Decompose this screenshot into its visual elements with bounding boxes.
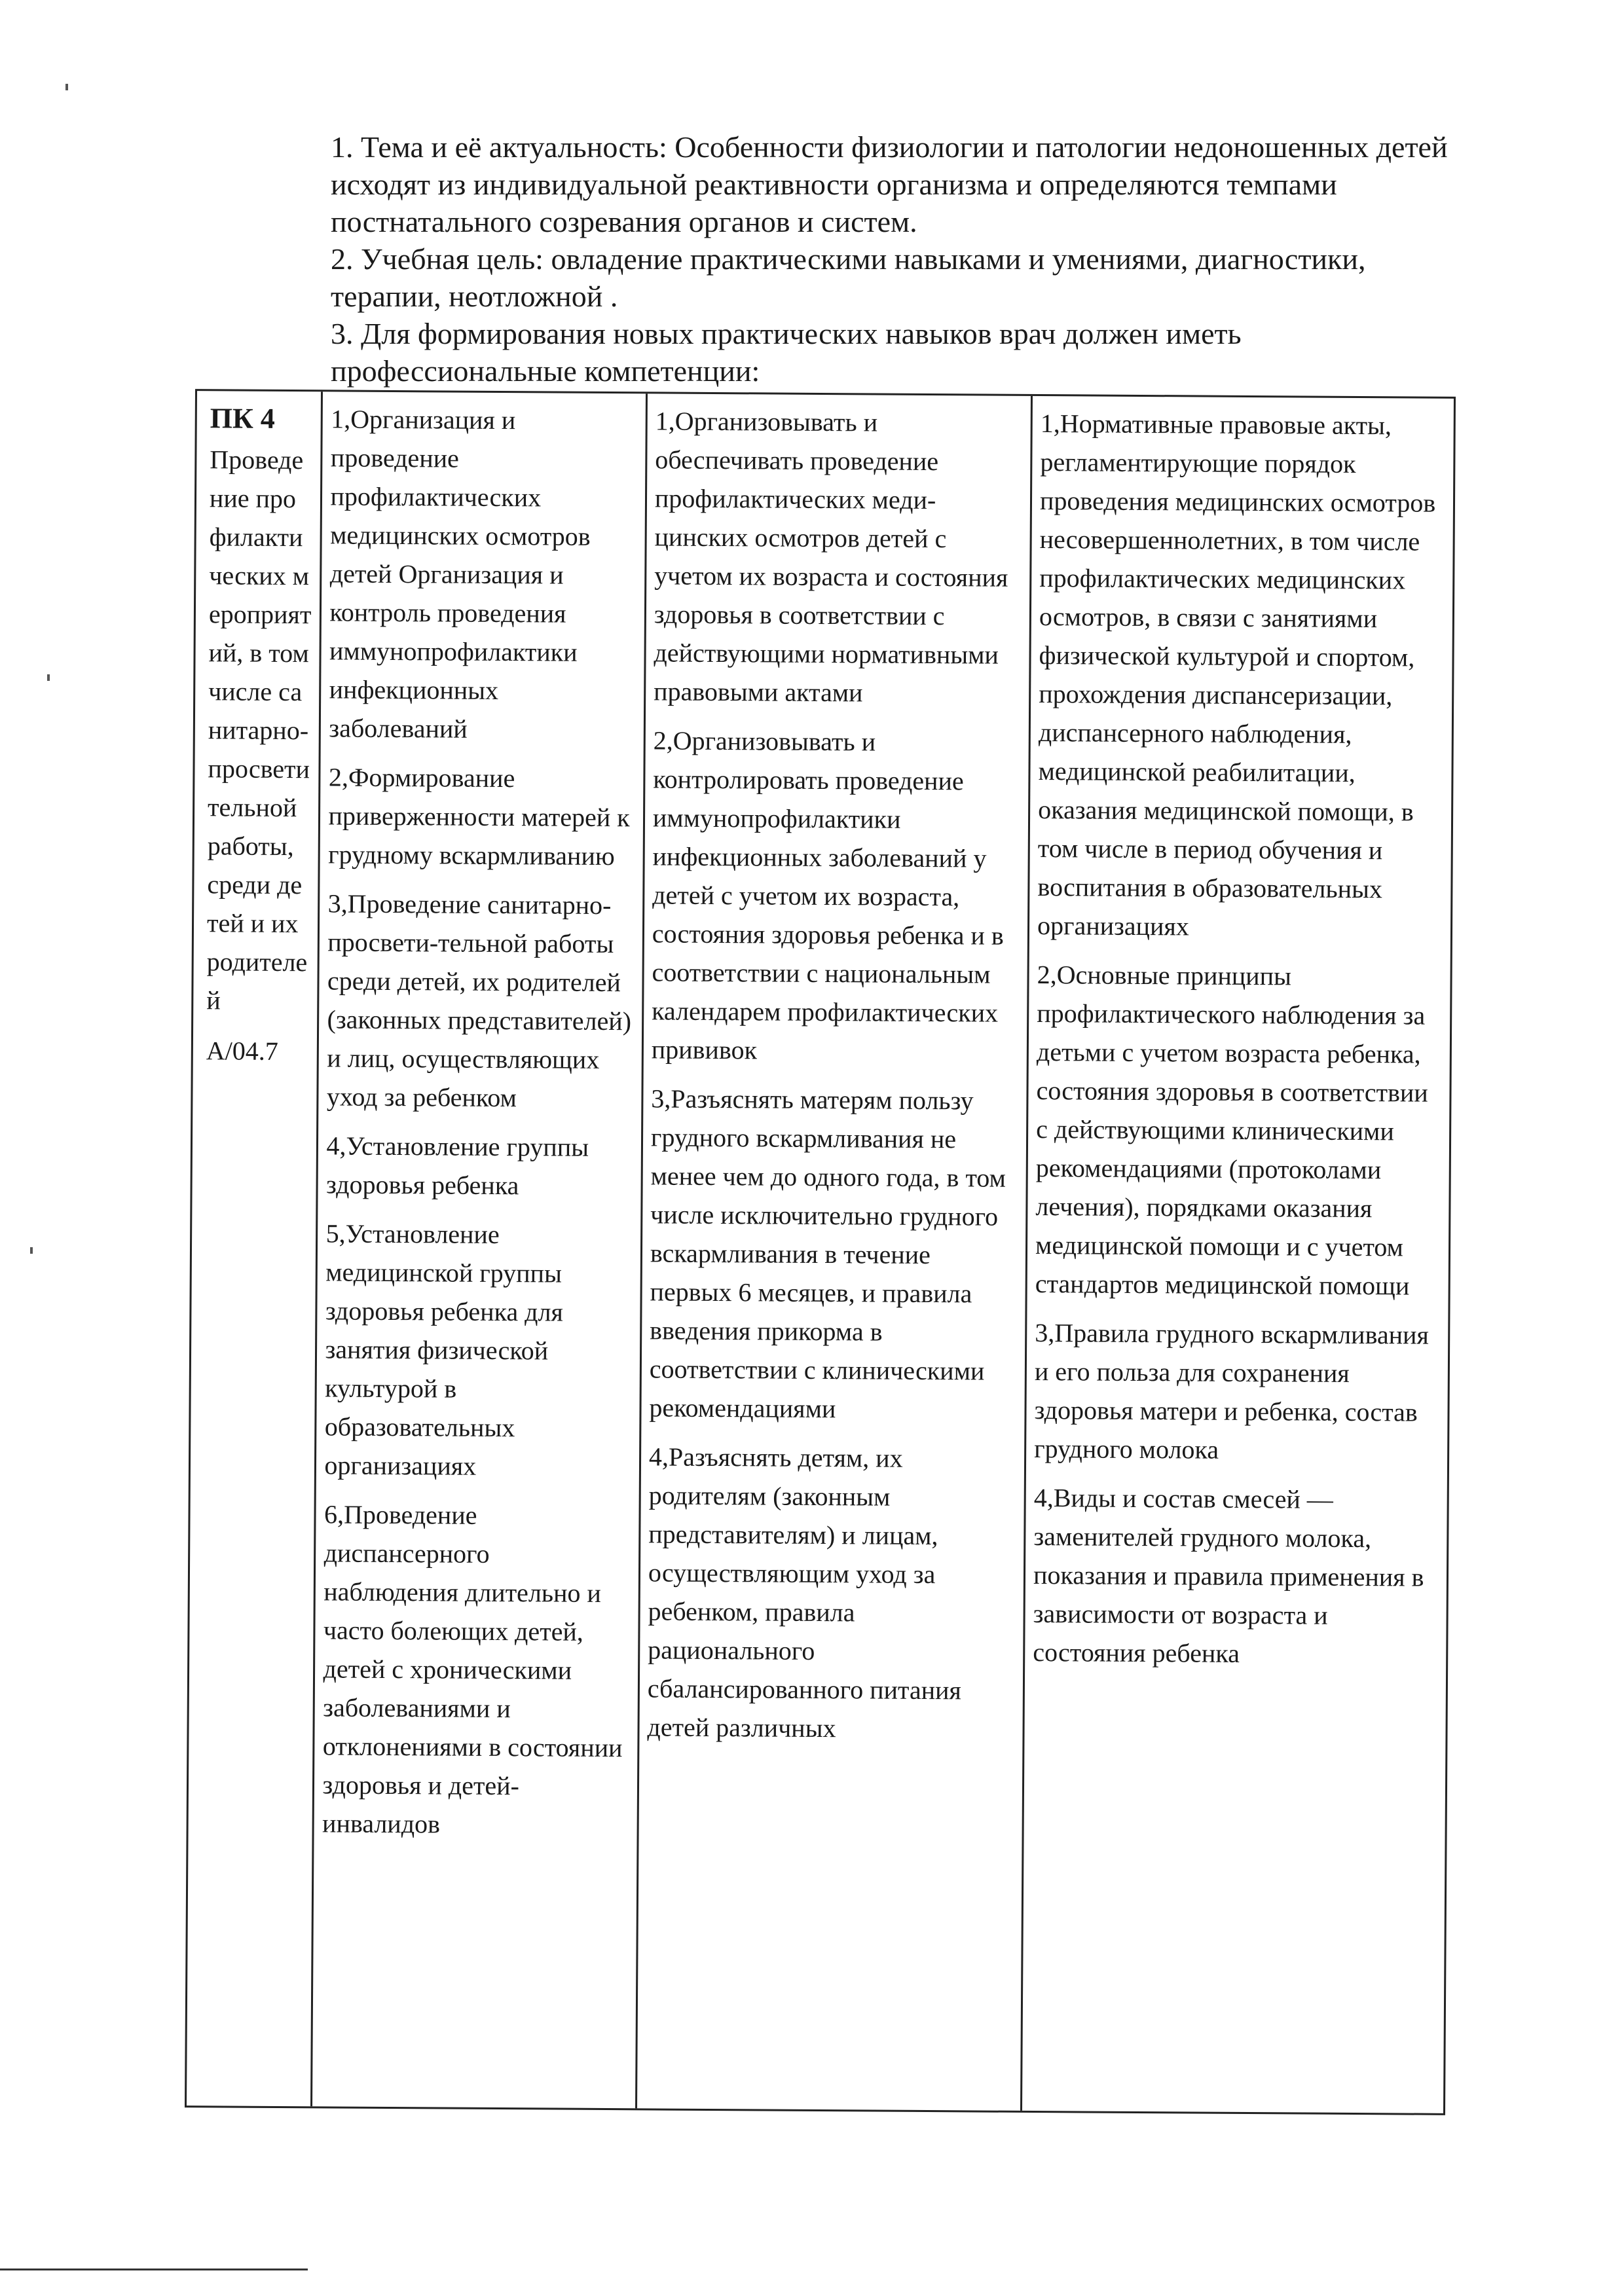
list-item: 1,Организовывать и обеспечивать проведение профилактических меди-цинских осмотров детей с учетом их возраста и состояния здоровья в соответствии с действующими нормативными правовыми актами	[654, 406, 1008, 708]
actions-column	[312, 392, 647, 2108]
competency-table	[185, 389, 1456, 2115]
competency-code-column	[187, 391, 323, 2106]
competency-function-code: A/04.7	[206, 1036, 278, 1066]
list-item: 5,Установление медицинской группы здоровья ребенка для занятия физической культурой в образовательных организациях	[324, 1218, 564, 1481]
list-item: 1,Нормативные правовые акты, регламентирующие порядок проведения медицинских осмотров несовершеннолетних, в том числе профилактических медицинских осмотров, в связи с занятиями физической культурой и спортом, прохождения диспансеризации, диспансерного наблюдения, медицинской реабилитации, оказания медицинской помощи, в том числе в период обучения и воспитания в образовательных организациях	[1037, 409, 1436, 941]
scan-speck	[65, 84, 68, 90]
list-item: 2,Основные принципы профилактического наблюдения за детьми с учетом возраста ребенка, состояния здоровья в соответствии с действующими клиническими рекомендациями (протоколами лечения), порядками оказания медицинской помощи и с учетом стандартов медицинской помощи	[1035, 960, 1428, 1301]
topic-paragraph: 1. Тема и её актуальность: Особенности физиологии и патологии недоношенных детей исходят из индивидуальной реактивности организма и определяются темпами постнатального созревания органов и систем.	[331, 130, 1448, 238]
list-item: 4,Разъяснять детям, их родителям (законным представителям) и лицам, осуществляющим уход за ребенком, правила рационального сбалансированного питания детей различных	[647, 1442, 962, 1743]
list-item: 3,Проведение санитарно-просвети-тельной работы среди детей, их родителей (законных представителей) и лиц, осуществляющих уход за ребенком	[326, 888, 632, 1113]
skills-column	[637, 393, 1033, 2111]
list-item: 3,Разъяснять матерям пользу грудного вскармливания не менее чем до одного года, в том числе исключительно грудного вскармливания в течение первых 6 месяцев, и правила введения прикорма в соответствии с клиническими рекомендациями	[649, 1084, 1006, 1424]
competency-code: ПК 4	[210, 402, 276, 435]
list-item: 1,Организация и проведение профилактических медицинских осмотров детей Организация и контроль проведения иммунопрофилактики инфекционных заболеваний	[329, 404, 591, 744]
knowledge-column	[1022, 396, 1454, 2113]
list-item: 2,Организовывать и контролировать проведение иммунопрофилактики инфекционных заболеваний у детей с учетом их возраста, состояния здоровья ребенка и в соответствии с национальным календарем профилактических прививок	[651, 725, 1004, 1065]
competencies-paragraph: 3. Для формирования новых практических навыков врач должен иметь профессиональные компетенции:	[331, 317, 1242, 388]
list-item: 3,Правила грудного вскармливания и его польза для сохранения здоровья матери и ребенка, состав грудного молока	[1034, 1318, 1430, 1465]
list-item: 2,Формирование приверженности матерей к грудному вскармливанию	[328, 762, 630, 871]
list-item: 4,Виды и состав смесей — заменителей грудного молока, показания и правила применения в зависимости от возраста и состояния ребенка	[1033, 1483, 1424, 1668]
intro-section	[331, 128, 1483, 390]
scan-speck	[47, 674, 50, 681]
bottom-rule	[0, 2269, 308, 2270]
list-item: 6,Проведение диспансерного наблюдения длительно и часто болеющих детей, детей с хроническими заболеваниями и отклонениями в состоянии здоровья и детей-инвалидов	[322, 1499, 623, 1839]
goal-paragraph: 2. Учебная цель: овладение практическими навыками и умениями, диагностики, терапии, неотложной .	[331, 242, 1366, 313]
list-item: 4,Установление группы здоровья ребенка	[325, 1131, 589, 1201]
scan-speck	[30, 1247, 33, 1254]
competency-title: Проведение профилактических мероприятий, в том числе санитарно-просветительной работы, среди детей и их родителей	[206, 445, 312, 1015]
